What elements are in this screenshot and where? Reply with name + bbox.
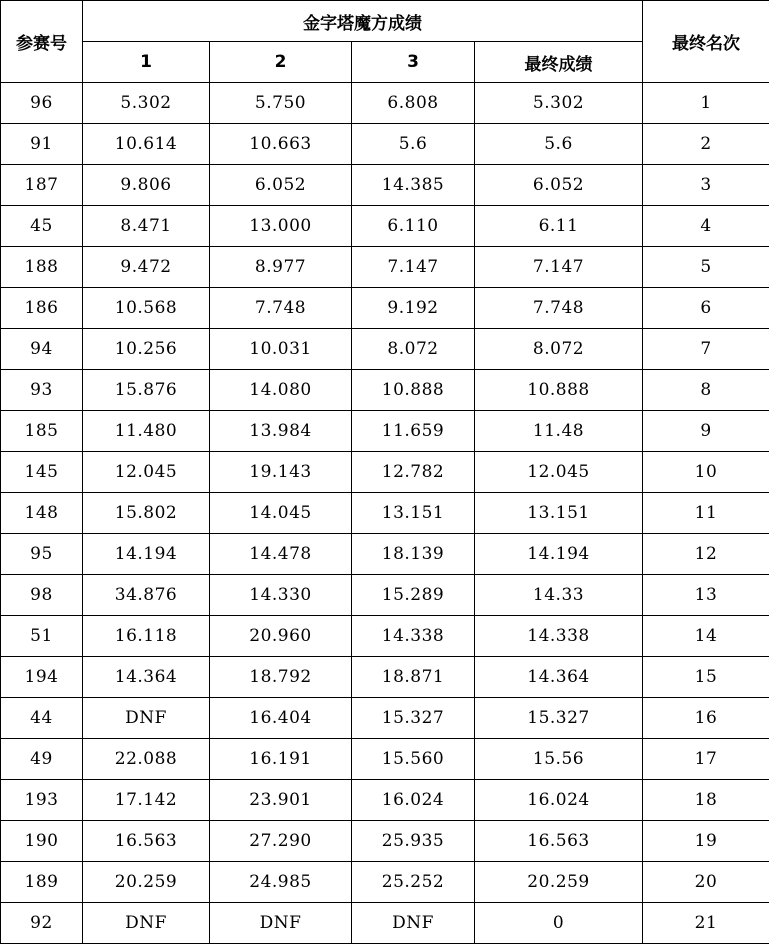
cell-final-score: 15.56: [475, 739, 643, 780]
cell-final-rank: 3: [643, 165, 769, 206]
cell-attempt-2: 10.031: [210, 329, 352, 370]
header-group-pyraminx: 金字塔魔方成绩: [83, 1, 643, 42]
cell-final-score: 16.563: [475, 821, 643, 862]
cell-final-rank: 12: [643, 534, 769, 575]
cell-final-rank: 15: [643, 657, 769, 698]
cell-bib: 94: [1, 329, 83, 370]
cell-bib: 188: [1, 247, 83, 288]
header-final-rank: 最终名次: [643, 1, 769, 83]
cell-final-rank: 17: [643, 739, 769, 780]
cell-attempt-2: 6.052: [210, 165, 352, 206]
cell-final-rank: 20: [643, 862, 769, 903]
cell-attempt-2: 16.191: [210, 739, 352, 780]
cell-attempt-1: DNF: [83, 903, 210, 944]
table-row: [1, 206, 769, 247]
cell-attempt-3: 14.385: [352, 165, 475, 206]
cell-attempt-3: 25.252: [352, 862, 475, 903]
cell-final-rank: 10: [643, 452, 769, 493]
cell-attempt-1: 16.563: [83, 821, 210, 862]
cell-attempt-2: 8.977: [210, 247, 352, 288]
table-row: [1, 739, 769, 780]
table-row: [1, 698, 769, 739]
table-row: [1, 780, 769, 821]
cell-attempt-2: 13.984: [210, 411, 352, 452]
cell-attempt-3: 16.024: [352, 780, 475, 821]
cell-attempt-3: 7.147: [352, 247, 475, 288]
table-row: [1, 370, 769, 411]
cell-final-score: 5.302: [475, 83, 643, 124]
cell-final-score: 10.888: [475, 370, 643, 411]
cell-attempt-2: 14.080: [210, 370, 352, 411]
cell-attempt-3: 11.659: [352, 411, 475, 452]
cell-bib: 51: [1, 616, 83, 657]
cell-bib: 185: [1, 411, 83, 452]
cell-bib: 194: [1, 657, 83, 698]
cell-final-score: 13.151: [475, 493, 643, 534]
table-row: [1, 534, 769, 575]
cell-attempt-2: 19.143: [210, 452, 352, 493]
table-header: [1, 1, 769, 83]
cell-attempt-1: 5.302: [83, 83, 210, 124]
cell-attempt-1: 17.142: [83, 780, 210, 821]
table-row: [1, 83, 769, 124]
cell-attempt-2: 13.000: [210, 206, 352, 247]
cell-attempt-1: 10.568: [83, 288, 210, 329]
cell-final-rank: 13: [643, 575, 769, 616]
cell-attempt-1: 20.259: [83, 862, 210, 903]
cell-attempt-1: 11.480: [83, 411, 210, 452]
table-row: [1, 165, 769, 206]
cell-final-score: 12.045: [475, 452, 643, 493]
cell-attempt-2: DNF: [210, 903, 352, 944]
cell-bib: 91: [1, 124, 83, 165]
cell-final-score: 14.338: [475, 616, 643, 657]
cell-bib: 95: [1, 534, 83, 575]
cell-bib: 96: [1, 83, 83, 124]
cell-final-rank: 11: [643, 493, 769, 534]
header-attempt-1: 1: [83, 42, 210, 83]
cell-final-rank: 7: [643, 329, 769, 370]
table-row: [1, 616, 769, 657]
cell-final-score: 0: [475, 903, 643, 944]
cell-final-rank: 6: [643, 288, 769, 329]
cell-attempt-3: DNF: [352, 903, 475, 944]
cell-attempt-2: 14.330: [210, 575, 352, 616]
cell-attempt-1: 8.471: [83, 206, 210, 247]
cell-bib: 45: [1, 206, 83, 247]
cell-bib: 44: [1, 698, 83, 739]
cell-final-score: 14.364: [475, 657, 643, 698]
cell-final-rank: 8: [643, 370, 769, 411]
cell-attempt-1: 15.802: [83, 493, 210, 534]
cell-attempt-2: 24.985: [210, 862, 352, 903]
cell-final-score: 20.259: [475, 862, 643, 903]
cell-bib: 190: [1, 821, 83, 862]
cell-attempt-3: 5.6: [352, 124, 475, 165]
cell-attempt-3: 9.192: [352, 288, 475, 329]
cell-attempt-1: 10.256: [83, 329, 210, 370]
table-row: [1, 247, 769, 288]
cell-attempt-3: 14.338: [352, 616, 475, 657]
cell-bib: 92: [1, 903, 83, 944]
cell-attempt-3: 8.072: [352, 329, 475, 370]
cell-final-rank: 14: [643, 616, 769, 657]
cell-attempt-3: 6.110: [352, 206, 475, 247]
cell-attempt-1: DNF: [83, 698, 210, 739]
cell-attempt-3: 6.808: [352, 83, 475, 124]
table-row: [1, 575, 769, 616]
cell-attempt-2: 18.792: [210, 657, 352, 698]
cell-bib: 93: [1, 370, 83, 411]
cell-final-score: 6.11: [475, 206, 643, 247]
cell-final-rank: 18: [643, 780, 769, 821]
cell-final-score: 11.48: [475, 411, 643, 452]
cell-bib: 98: [1, 575, 83, 616]
cell-attempt-2: 14.478: [210, 534, 352, 575]
cell-final-score: 14.194: [475, 534, 643, 575]
cell-final-score: 7.147: [475, 247, 643, 288]
cell-bib: 187: [1, 165, 83, 206]
cell-attempt-1: 14.194: [83, 534, 210, 575]
cell-attempt-1: 10.614: [83, 124, 210, 165]
cell-attempt-1: 9.472: [83, 247, 210, 288]
cell-final-rank: 4: [643, 206, 769, 247]
table-row: [1, 124, 769, 165]
cell-attempt-3: 15.289: [352, 575, 475, 616]
header-row-top: [1, 1, 769, 42]
cell-bib: 193: [1, 780, 83, 821]
cell-final-rank: 21: [643, 903, 769, 944]
cell-attempt-3: 18.871: [352, 657, 475, 698]
cell-attempt-3: 15.560: [352, 739, 475, 780]
table-body: [1, 83, 769, 944]
cell-attempt-2: 14.045: [210, 493, 352, 534]
cell-attempt-1: 34.876: [83, 575, 210, 616]
cell-final-rank: 5: [643, 247, 769, 288]
cell-attempt-1: 14.364: [83, 657, 210, 698]
table-row: [1, 821, 769, 862]
cell-attempt-1: 12.045: [83, 452, 210, 493]
cell-final-score: 7.748: [475, 288, 643, 329]
table-row: [1, 862, 769, 903]
cell-attempt-3: 12.782: [352, 452, 475, 493]
cell-attempt-3: 13.151: [352, 493, 475, 534]
cell-attempt-2: 23.901: [210, 780, 352, 821]
table-row: [1, 452, 769, 493]
table-row: [1, 657, 769, 698]
cell-attempt-3: 10.888: [352, 370, 475, 411]
cell-final-score: 14.33: [475, 575, 643, 616]
cell-attempt-1: 22.088: [83, 739, 210, 780]
cell-final-score: 5.6: [475, 124, 643, 165]
cell-final-score: 15.327: [475, 698, 643, 739]
table-row: [1, 288, 769, 329]
cell-attempt-2: 16.404: [210, 698, 352, 739]
header-attempt-3: 3: [352, 42, 475, 83]
cell-bib: 145: [1, 452, 83, 493]
header-final-score: 最终成绩: [475, 42, 643, 83]
cell-attempt-2: 20.960: [210, 616, 352, 657]
cell-bib: 189: [1, 862, 83, 903]
cell-attempt-2: 10.663: [210, 124, 352, 165]
cell-attempt-2: 7.748: [210, 288, 352, 329]
cell-bib: 49: [1, 739, 83, 780]
table-row: [1, 411, 769, 452]
header-attempt-2: 2: [210, 42, 352, 83]
cell-bib: 186: [1, 288, 83, 329]
header-bib: 参赛号: [1, 1, 83, 83]
cell-attempt-3: 18.139: [352, 534, 475, 575]
cell-attempt-2: 5.750: [210, 83, 352, 124]
cell-final-rank: 19: [643, 821, 769, 862]
cell-attempt-1: 15.876: [83, 370, 210, 411]
cell-final-rank: 9: [643, 411, 769, 452]
cell-final-rank: 1: [643, 83, 769, 124]
cell-attempt-1: 16.118: [83, 616, 210, 657]
cell-bib: 148: [1, 493, 83, 534]
cell-attempt-3: 25.935: [352, 821, 475, 862]
cell-final-score: 8.072: [475, 329, 643, 370]
table-row: [1, 329, 769, 370]
cell-final-rank: 2: [643, 124, 769, 165]
cell-attempt-1: 9.806: [83, 165, 210, 206]
table-row: [1, 493, 769, 534]
cell-final-score: 16.024: [475, 780, 643, 821]
cell-attempt-3: 15.327: [352, 698, 475, 739]
table-row: [1, 903, 769, 944]
cell-final-score: 6.052: [475, 165, 643, 206]
cell-attempt-2: 27.290: [210, 821, 352, 862]
cell-final-rank: 16: [643, 698, 769, 739]
